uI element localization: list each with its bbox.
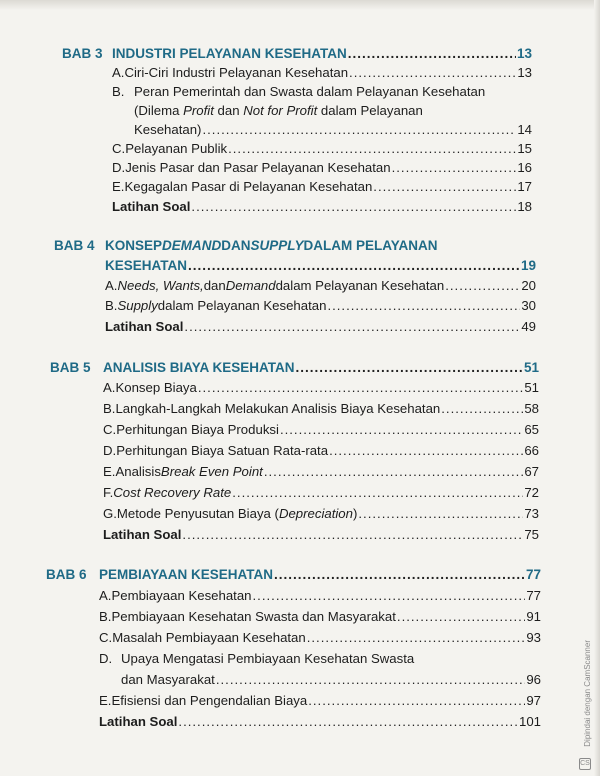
- chapter-4-title: KESEHATAN: [105, 258, 188, 273]
- entry-text: Jenis Pasar dan Pasar Pelayanan Kesehatan: [125, 160, 391, 175]
- entry-text: Depreciation: [278, 506, 353, 521]
- page-number: 67: [524, 464, 539, 479]
- entry-text: Kesehatan): [134, 122, 202, 137]
- toc-entry-continuation[interactable]: [134, 120, 532, 139]
- dot-leader: [441, 399, 523, 418]
- dot-leader: [228, 139, 516, 158]
- entry-letter: E.: [99, 693, 112, 708]
- entry-text: Langkah-Langkah Melakukan Analisis Biaya Kesehatan: [115, 401, 441, 416]
- entry-text: dalam Pelayanan Kesehatan: [157, 298, 327, 313]
- toc-entry[interactable]: [99, 649, 541, 668]
- dot-leader: [392, 158, 517, 177]
- page-number: 51: [524, 380, 539, 395]
- page-number: 16: [517, 160, 532, 175]
- chapter-3-title-row[interactable]: [112, 44, 532, 63]
- toc-entry[interactable]: [103, 483, 539, 502]
- exercise-entry[interactable]: [99, 712, 541, 731]
- entry-text: Pembiayaan Kesehatan Swasta dan Masyarakat: [111, 609, 396, 624]
- page-edge-top: [0, 0, 600, 10]
- entry-text: dalam Pelayanan Kesehatan: [275, 278, 445, 293]
- entry-letter: B.: [105, 298, 118, 313]
- dot-leader: [253, 586, 526, 605]
- entry-letter: A.: [105, 278, 118, 293]
- chapter-4-page: 19: [520, 258, 536, 273]
- dot-leader: [373, 177, 516, 196]
- page-number: 73: [524, 506, 539, 521]
- entry-text: Konsep Biaya: [115, 380, 197, 395]
- toc-entry[interactable]: [112, 177, 532, 196]
- entry-text: Pelayanan Publik: [125, 141, 228, 156]
- dot-leader: [202, 120, 516, 139]
- entry-text: Supply: [117, 298, 158, 313]
- dot-leader: [188, 256, 520, 275]
- toc-entry-continuation[interactable]: [121, 670, 541, 689]
- page-number: 93: [526, 630, 541, 645]
- entry-text: Latihan Soal: [99, 714, 178, 729]
- entry-text: Peran Pemerintah dan Swasta dalam Pelayanan Kesehatan: [134, 84, 486, 99]
- entry-text: Ciri-Ciri Industri Pelayanan Kesehatan: [124, 65, 349, 80]
- entry-text: Needs, Wants,: [117, 278, 204, 293]
- entry-text: Masalah Pembiayaan Kesehatan: [112, 630, 306, 645]
- dot-leader: [329, 441, 523, 460]
- page-number: 30: [521, 298, 536, 313]
- entry-text: Latihan Soal: [112, 199, 191, 214]
- entry-text: Latihan Soal: [103, 527, 182, 542]
- entry-letter: G.: [103, 506, 117, 521]
- entry-letter: B.: [103, 401, 116, 416]
- page-number: 14: [517, 122, 532, 137]
- page-number: 65: [524, 422, 539, 437]
- chapter-4-title-row[interactable]: [105, 256, 536, 275]
- page-number: 97: [526, 693, 541, 708]
- page-number: 66: [524, 443, 539, 458]
- page-number: 20: [521, 278, 536, 293]
- dot-leader: [178, 712, 518, 731]
- chapter-4-title-line1[interactable]: [105, 236, 438, 255]
- chapter-5-title: ANALISIS BIAYA KESEHATAN: [103, 360, 295, 375]
- dot-leader: [274, 565, 525, 584]
- chapter-4-number: BAB 4: [54, 238, 95, 253]
- toc-entry[interactable]: [112, 82, 532, 101]
- dot-leader: [184, 317, 520, 336]
- page-number: 77: [526, 588, 541, 603]
- entry-text: Metode Penyusutan Biaya (: [116, 506, 279, 521]
- toc-entry[interactable]: [103, 399, 539, 418]
- entry-text: dan Masyarakat: [121, 672, 215, 687]
- entry-letter: A.: [99, 588, 112, 603]
- dot-leader: [349, 63, 516, 82]
- chapter-3-title: INDUSTRI PELAYANAN KESEHATAN: [112, 46, 347, 61]
- entry-letter: D.: [99, 651, 113, 666]
- entry-letter: A.: [112, 65, 125, 80]
- dot-leader: [397, 607, 525, 626]
- entry-text: Perhitungan Biaya Satuan Rata-rata: [116, 443, 329, 458]
- page-number: 18: [517, 199, 532, 214]
- page-number: 96: [526, 672, 541, 687]
- entry-letter: D.: [103, 443, 117, 458]
- toc-entry[interactable]: [99, 607, 541, 626]
- chapter-5-title-row[interactable]: [103, 358, 539, 377]
- page-number: 72: [524, 485, 539, 500]
- entry-text: Latihan Soal: [105, 319, 184, 334]
- entry-text: dan: [203, 278, 226, 293]
- exercise-entry[interactable]: [103, 525, 539, 544]
- toc-entry[interactable]: [99, 628, 541, 647]
- dot-leader: [327, 296, 520, 315]
- entry-letter: E.: [112, 179, 125, 194]
- chapter-6-number: BAB 6: [46, 567, 87, 582]
- entry-text: DEMAND: [162, 238, 222, 253]
- entry-letter: A.: [103, 380, 116, 395]
- scanner-watermark: Dipindai dengan CamScanner: [583, 640, 592, 747]
- entry-letter: D.: [112, 160, 126, 175]
- toc-entry[interactable]: [103, 441, 539, 460]
- chapter-3-number: BAB 3: [62, 46, 103, 61]
- entry-text: SUPPLY: [250, 238, 304, 253]
- page-number: 17: [517, 179, 532, 194]
- chapter-6-title: PEMBIAYAAN KESEHATAN: [99, 567, 274, 582]
- toc-entry[interactable]: [103, 420, 539, 439]
- page-number: 15: [517, 141, 532, 156]
- toc-entry-continuation: (Dilema Profit dan Not for Profit dalam Pelayanan: [134, 103, 423, 118]
- entry-text: Kegagalan Pasar di Pelayanan Kesehatan: [124, 179, 373, 194]
- entry-letter: C.: [103, 422, 117, 437]
- dot-leader: [358, 504, 523, 523]
- toc-entry[interactable]: [105, 296, 536, 315]
- toc-entry[interactable]: [103, 462, 539, 481]
- page-number: 49: [521, 319, 536, 334]
- entry-text: Pembiayaan Kesehatan: [111, 588, 252, 603]
- dot-leader: [307, 628, 526, 647]
- page-number: 58: [524, 401, 539, 416]
- exercise-entry[interactable]: [112, 197, 532, 216]
- dot-leader: [445, 276, 520, 295]
- dot-leader: [280, 420, 523, 439]
- entry-text: ): [352, 506, 358, 521]
- chapter-3-page: 13: [516, 46, 532, 61]
- toc-entry[interactable]: [99, 691, 541, 710]
- toc-entry[interactable]: [105, 276, 536, 295]
- entry-text: DAN: [221, 238, 251, 253]
- dot-leader: [216, 670, 526, 689]
- page-number: 101: [518, 714, 541, 729]
- entry-letter: F.: [103, 485, 114, 500]
- toc-entry[interactable]: [103, 378, 539, 397]
- entry-text: Break Even Point: [160, 464, 263, 479]
- entry-text: Demand: [225, 278, 276, 293]
- page-number: 75: [524, 527, 539, 542]
- entry-text: Analisis: [115, 464, 161, 479]
- toc-entry[interactable]: [112, 158, 532, 177]
- entry-letter: E.: [103, 464, 116, 479]
- page-edge-right: [594, 0, 600, 776]
- page-number: 91: [526, 609, 541, 624]
- entry-text: Upaya Mengatasi Pembiayaan Kesehatan Swasta: [121, 651, 415, 666]
- chapter-5-page: 51: [523, 360, 539, 375]
- chapter-5-number: BAB 5: [50, 360, 91, 375]
- dot-leader: [198, 378, 523, 397]
- camscanner-logo-icon: CS: [579, 758, 591, 770]
- dot-leader: [348, 44, 516, 63]
- entry-text: Efisiensi dan Pengendalian Biaya: [111, 693, 308, 708]
- page-number: 13: [517, 65, 532, 80]
- dot-leader: [308, 691, 525, 710]
- dot-leader: [191, 197, 516, 216]
- toc-entry[interactable]: [103, 504, 539, 523]
- entry-letter: B.: [112, 84, 125, 99]
- entry-letter: B.: [99, 609, 112, 624]
- entry-letter: C.: [112, 141, 126, 156]
- chapter-6-page: 77: [525, 567, 541, 582]
- dot-leader: [264, 462, 524, 481]
- toc-entry[interactable]: [99, 586, 541, 605]
- entry-text: DALAM PELAYANAN: [303, 238, 438, 253]
- dot-leader: [182, 525, 523, 544]
- entry-letter: C.: [99, 630, 113, 645]
- exercise-entry[interactable]: [105, 317, 536, 336]
- entry-text: Cost Recovery Rate: [113, 485, 232, 500]
- toc-entry[interactable]: [112, 139, 532, 158]
- toc-entry[interactable]: [112, 63, 532, 82]
- dot-leader: [232, 483, 523, 502]
- entry-text: KONSEP: [105, 238, 163, 253]
- chapter-6-title-row[interactable]: [99, 565, 541, 584]
- entry-text: Perhitungan Biaya Produksi: [116, 422, 279, 437]
- dot-leader: [296, 358, 523, 377]
